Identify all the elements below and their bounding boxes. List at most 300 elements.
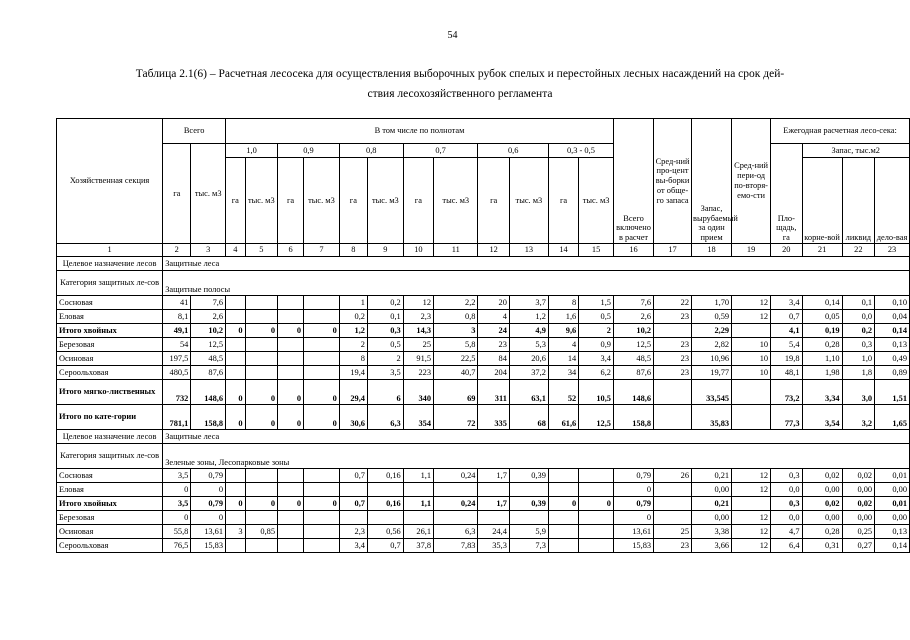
row-cell: 0,7 [339, 497, 367, 511]
row-cell [245, 366, 278, 380]
column-number: 17 [654, 244, 692, 257]
row-cell: 0 [278, 324, 304, 338]
row-cell: 10 [732, 352, 771, 366]
row-cell: 10,96 [692, 352, 732, 366]
table-header [57, 119, 910, 244]
row-cell [403, 483, 433, 497]
hdr-all-included: Всего включено в расчет [613, 119, 653, 244]
row-name: Сосновая [57, 469, 163, 483]
row-cell: 480,5 [163, 366, 191, 380]
hdr-section: Хозяйственная секция [57, 119, 163, 244]
table-row [57, 539, 910, 553]
row-cell [548, 511, 578, 525]
row-cell: 1,1 [403, 497, 433, 511]
row-cell [732, 497, 771, 511]
row-cell: 61,6 [548, 405, 578, 430]
row-cell: 0 [278, 380, 304, 405]
row-cell: 0,0 [771, 483, 802, 497]
row-cell [245, 539, 278, 553]
hdr-d10: 1,0 [226, 144, 278, 158]
row-cell: 24,4 [478, 525, 509, 539]
row-cell [579, 483, 614, 497]
row-cell: 2,82 [692, 338, 732, 352]
row-cell: 2,6 [191, 310, 226, 324]
row-cell: 1,7 [478, 469, 509, 483]
row-value: Защитные леса [163, 430, 910, 444]
row-cell: 14 [548, 352, 578, 366]
row-cell: 2 [339, 338, 367, 352]
row-cell: 23 [654, 539, 692, 553]
row-name: Еловая [57, 310, 163, 324]
table-row [57, 310, 910, 324]
row-cell [278, 338, 304, 352]
row-cell: 4,1 [771, 324, 802, 338]
row-cell: 0,00 [802, 511, 842, 525]
label-row [57, 444, 910, 469]
row-cell: 4 [478, 310, 509, 324]
row-cell: 223 [403, 366, 433, 380]
row-cell: 781,1 [163, 405, 191, 430]
row-cell: 0,3 [367, 324, 403, 338]
row-cell [339, 511, 367, 525]
hdr-ha: га [478, 158, 509, 244]
row-cell: 33,545 [692, 380, 732, 405]
column-number: 6 [278, 244, 304, 257]
row-cell: 1,10 [802, 352, 842, 366]
row-cell: 37,2 [509, 366, 548, 380]
row-cell: 40,7 [434, 366, 478, 380]
row-cell: 29,4 [339, 380, 367, 405]
row-cell: 0,00 [692, 511, 732, 525]
column-number: 12 [478, 244, 509, 257]
row-cell: 6,3 [367, 405, 403, 430]
row-cell [245, 338, 278, 352]
table-row [57, 352, 910, 366]
column-number: 13 [509, 244, 548, 257]
row-cell: 311 [478, 380, 509, 405]
row-cell: 0 [579, 497, 614, 511]
row-cell: 41 [163, 296, 191, 310]
row-cell [304, 296, 340, 310]
row-cell: 2,3 [339, 525, 367, 539]
row-cell: 0,04 [875, 310, 910, 324]
row-cell: 0,7 [339, 469, 367, 483]
row-cell [226, 352, 246, 366]
row-cell [548, 525, 578, 539]
hdr-stock-cut: Запас, вырубаемый за один прием [692, 119, 732, 244]
row-cell: 0,19 [802, 324, 842, 338]
row-cell: 340 [403, 380, 433, 405]
row-cell [226, 296, 246, 310]
row-cell: 148,6 [191, 380, 226, 405]
row-cell: 0,02 [842, 469, 875, 483]
column-number: 9 [367, 244, 403, 257]
row-cell: 2 [367, 352, 403, 366]
row-cell [304, 511, 340, 525]
row-cell: 4,7 [771, 525, 802, 539]
row-cell [654, 497, 692, 511]
row-cell: 24 [478, 324, 509, 338]
row-cell: 30,6 [339, 405, 367, 430]
row-cell [304, 352, 340, 366]
row-cell: 0,85 [245, 525, 278, 539]
row-cell [579, 511, 614, 525]
row-cell: 1,70 [692, 296, 732, 310]
row-cell [478, 483, 509, 497]
row-name: Итого по кате-гории [57, 405, 163, 430]
hdr-avg-period: Сред-ний пери-од по-вторя-емо-сти [732, 119, 771, 244]
row-cell: 0,28 [802, 525, 842, 539]
row-cell [245, 469, 278, 483]
row-cell: 72 [434, 405, 478, 430]
row-cell: 3,54 [802, 405, 842, 430]
row-cell [509, 511, 548, 525]
table-body [57, 244, 910, 553]
row-name: Сероольховая [57, 539, 163, 553]
row-cell [226, 469, 246, 483]
row-cell: 0,00 [875, 511, 910, 525]
row-cell: 0,79 [191, 497, 226, 511]
row-cell [226, 366, 246, 380]
row-cell: 6 [367, 380, 403, 405]
column-number: 21 [802, 244, 842, 257]
row-cell: 10,2 [613, 324, 653, 338]
row-cell: 19,77 [692, 366, 732, 380]
hdr-business: дело-вая [875, 158, 910, 244]
table-row [57, 296, 910, 310]
row-cell: 23 [654, 352, 692, 366]
row-cell: 0,28 [802, 338, 842, 352]
row-cell: 87,6 [613, 366, 653, 380]
hdr-d08: 0,8 [339, 144, 403, 158]
row-cell: 1 [339, 296, 367, 310]
row-cell: 0,1 [367, 310, 403, 324]
row-cell [548, 483, 578, 497]
row-cell: 1,7 [478, 497, 509, 511]
column-number: 20 [771, 244, 802, 257]
row-cell: 0 [245, 324, 278, 338]
row-cell: 48,5 [191, 352, 226, 366]
row-cell: 2,29 [692, 324, 732, 338]
row-cell: 1,2 [339, 324, 367, 338]
column-number: 14 [548, 244, 578, 257]
hdr-total: Всего [163, 119, 226, 144]
row-cell [245, 296, 278, 310]
row-cell: 0,56 [367, 525, 403, 539]
row-cell [732, 380, 771, 405]
column-number: 5 [245, 244, 278, 257]
hdr-ha: га [226, 158, 246, 244]
caption-line-1: Таблица 2.1(6) – Расчетная лесосека для осуществления выборочных рубок спелых и перестойных лесных насаждений на срок дей- [135, 68, 785, 80]
column-number: 3 [191, 244, 226, 257]
row-cell: 0,13 [875, 525, 910, 539]
column-number-row [57, 244, 910, 257]
hdr-ha: га [339, 158, 367, 244]
row-cell [304, 310, 340, 324]
row-cell: 0,39 [509, 469, 548, 483]
row-cell: 7,6 [191, 296, 226, 310]
row-cell: 5,4 [771, 338, 802, 352]
row-cell: 10,2 [191, 324, 226, 338]
row-cell: 354 [403, 405, 433, 430]
row-cell: 10 [732, 338, 771, 352]
row-cell: 0,13 [875, 338, 910, 352]
row-cell: 1,5 [579, 296, 614, 310]
row-cell [278, 469, 304, 483]
row-cell: 12 [732, 511, 771, 525]
row-cell: 25 [654, 525, 692, 539]
row-cell: 0,2 [367, 296, 403, 310]
column-number: 10 [403, 244, 433, 257]
row-cell: 0,0 [771, 511, 802, 525]
row-cell: 48,1 [771, 366, 802, 380]
row-cell: 91,5 [403, 352, 433, 366]
row-name: Сероольховая [57, 366, 163, 380]
row-cell: 34 [548, 366, 578, 380]
row-cell [304, 338, 340, 352]
row-cell: 0,9 [579, 338, 614, 352]
row-cell: 0 [226, 324, 246, 338]
row-cell: 0 [191, 483, 226, 497]
row-cell [245, 352, 278, 366]
hdr-th: тыс. м3 [367, 158, 403, 244]
row-cell [654, 511, 692, 525]
row-cell: 14,3 [403, 324, 433, 338]
row-cell: 0,14 [875, 539, 910, 553]
row-cell: 84 [478, 352, 509, 366]
row-cell [226, 511, 246, 525]
row-cell [226, 310, 246, 324]
hdr-th: тыс. м3 [434, 158, 478, 244]
row-cell: 3,38 [692, 525, 732, 539]
row-name: Осиновая [57, 352, 163, 366]
hdr-annual: Ежегодная расчетная лесо-сека: [771, 119, 910, 144]
row-cell: 7,83 [434, 539, 478, 553]
row-cell: 148,6 [613, 380, 653, 405]
row-cell [278, 539, 304, 553]
row-cell [654, 483, 692, 497]
hdr-by-density: В том числе по полнотам [226, 119, 614, 144]
row-cell [278, 511, 304, 525]
row-cell: 69 [434, 380, 478, 405]
row-cell: 3,4 [579, 352, 614, 366]
hdr-th: тыс. м3 [245, 158, 278, 244]
row-cell: 1,6 [548, 310, 578, 324]
row-cell [304, 469, 340, 483]
column-number: 16 [613, 244, 653, 257]
row-cell: 0,2 [339, 310, 367, 324]
row-cell: 0,5 [579, 310, 614, 324]
row-cell: 204 [478, 366, 509, 380]
row-cell: 0,7 [771, 310, 802, 324]
row-cell: 3 [434, 324, 478, 338]
column-number: 15 [579, 244, 614, 257]
row-cell: 0,2 [842, 324, 875, 338]
row-cell: 6,3 [434, 525, 478, 539]
table-caption [60, 64, 860, 104]
row-cell: 13,61 [191, 525, 226, 539]
table-row [57, 511, 910, 525]
row-cell: 25 [403, 338, 433, 352]
row-cell: 4,9 [509, 324, 548, 338]
row-cell: 22 [654, 296, 692, 310]
table-row [57, 324, 910, 338]
hdr-avg-pct: Сред-ний про-цент вы-борки от обще-го запаса [654, 119, 692, 244]
row-cell: 3,4 [771, 296, 802, 310]
column-number: 4 [226, 244, 246, 257]
row-cell: 10 [732, 366, 771, 380]
row-label: Категория защитных ле-сов [57, 271, 163, 296]
row-cell [654, 405, 692, 430]
row-cell: 0 [304, 380, 340, 405]
row-cell: 0,01 [875, 469, 910, 483]
table-row [57, 497, 910, 511]
row-cell: 23 [654, 310, 692, 324]
row-cell: 732 [163, 380, 191, 405]
row-cell: 0 [613, 483, 653, 497]
row-cell [579, 525, 614, 539]
row-cell: 0,16 [367, 497, 403, 511]
row-cell: 1,8 [842, 366, 875, 380]
row-cell: 20,6 [509, 352, 548, 366]
row-cell [278, 366, 304, 380]
row-cell: 15,83 [191, 539, 226, 553]
hdr-ha: га [278, 158, 304, 244]
row-cell: 0,02 [802, 469, 842, 483]
column-number: 2 [163, 244, 191, 257]
row-cell: 0,02 [802, 497, 842, 511]
hdr-d06: 0,6 [478, 144, 548, 158]
row-cell [367, 483, 403, 497]
row-cell: 0 [226, 405, 246, 430]
row-label: Целевое назначение лесов [57, 430, 163, 444]
row-cell: 3 [226, 525, 246, 539]
row-cell: 0,79 [613, 469, 653, 483]
column-number: 11 [434, 244, 478, 257]
row-cell [367, 511, 403, 525]
row-cell: 0,79 [613, 497, 653, 511]
row-cell: 0 [226, 497, 246, 511]
row-cell: 0,24 [434, 497, 478, 511]
row-cell: 12 [732, 296, 771, 310]
row-cell: 12,5 [191, 338, 226, 352]
row-cell: 0,0 [842, 310, 875, 324]
row-cell: 0,14 [802, 296, 842, 310]
row-cell: 20 [478, 296, 509, 310]
row-cell: 1,98 [802, 366, 842, 380]
row-name: Сосновая [57, 296, 163, 310]
row-cell: 35,3 [478, 539, 509, 553]
row-cell: 22,5 [434, 352, 478, 366]
row-cell: 0,00 [875, 483, 910, 497]
table-row [57, 366, 910, 380]
row-cell: 0 [245, 380, 278, 405]
hdr-d09: 0,9 [278, 144, 340, 158]
hdr-liquid: ликвид [842, 158, 875, 244]
row-cell [226, 539, 246, 553]
row-cell: 0 [226, 380, 246, 405]
row-cell: 1,2 [509, 310, 548, 324]
table-row [57, 469, 910, 483]
row-cell: 23 [654, 338, 692, 352]
hdr-d0305: 0,3 - 0,5 [548, 144, 613, 158]
row-cell: 2,6 [613, 310, 653, 324]
row-label: Категория защитных ле-сов [57, 444, 163, 469]
row-name: Итого хвойных [57, 497, 163, 511]
row-cell [278, 310, 304, 324]
hdr-ha: га [548, 158, 578, 244]
row-cell [403, 511, 433, 525]
row-cell: 158,8 [191, 405, 226, 430]
row-cell [278, 525, 304, 539]
row-cell: 3,2 [842, 405, 875, 430]
row-cell: 73,2 [771, 380, 802, 405]
row-cell: 12,5 [579, 405, 614, 430]
row-label: Целевое назначение лесов [57, 257, 163, 271]
row-cell: 0,1 [842, 296, 875, 310]
row-cell [278, 296, 304, 310]
hdr-th: тыс. м3 [304, 158, 340, 244]
row-cell [434, 483, 478, 497]
row-cell: 0,21 [692, 497, 732, 511]
row-cell: 0,14 [875, 324, 910, 338]
row-cell: 10,5 [579, 380, 614, 405]
row-cell: 13,61 [613, 525, 653, 539]
row-cell: 0,49 [875, 352, 910, 366]
row-cell: 5,8 [434, 338, 478, 352]
row-cell: 68 [509, 405, 548, 430]
row-cell: 3,66 [692, 539, 732, 553]
row-cell: 76,5 [163, 539, 191, 553]
row-cell: 12 [732, 525, 771, 539]
row-cell: 0 [245, 405, 278, 430]
row-cell [304, 539, 340, 553]
row-value: Защитные полосы [163, 271, 910, 296]
row-cell: 3,5 [367, 366, 403, 380]
row-name: Итого хвойных [57, 324, 163, 338]
hdr-th: тыс. м3 [509, 158, 548, 244]
row-cell [579, 469, 614, 483]
row-name: Березовая [57, 338, 163, 352]
hdr-total-ha: га [163, 144, 191, 244]
row-cell: 0,27 [842, 539, 875, 553]
row-cell [226, 483, 246, 497]
row-name: Березовая [57, 511, 163, 525]
row-cell [478, 511, 509, 525]
row-cell: 87,6 [191, 366, 226, 380]
row-cell [548, 539, 578, 553]
row-cell [579, 539, 614, 553]
row-cell: 1,65 [875, 405, 910, 430]
row-cell: 0 [304, 405, 340, 430]
row-cell: 335 [478, 405, 509, 430]
row-cell: 0 [245, 497, 278, 511]
label-row [57, 257, 910, 271]
hdr-area: Пло-щадь, га [771, 144, 802, 244]
row-cell [304, 525, 340, 539]
row-cell: 0,3 [771, 497, 802, 511]
row-cell: 0 [304, 324, 340, 338]
row-cell: 0 [613, 511, 653, 525]
row-cell: 35,83 [692, 405, 732, 430]
felling-table [56, 118, 910, 553]
column-number: 8 [339, 244, 367, 257]
row-cell: 6,2 [579, 366, 614, 380]
row-name: Осиновая [57, 525, 163, 539]
row-cell: 0,00 [842, 483, 875, 497]
row-cell: 2,3 [403, 310, 433, 324]
row-cell: 0 [548, 497, 578, 511]
